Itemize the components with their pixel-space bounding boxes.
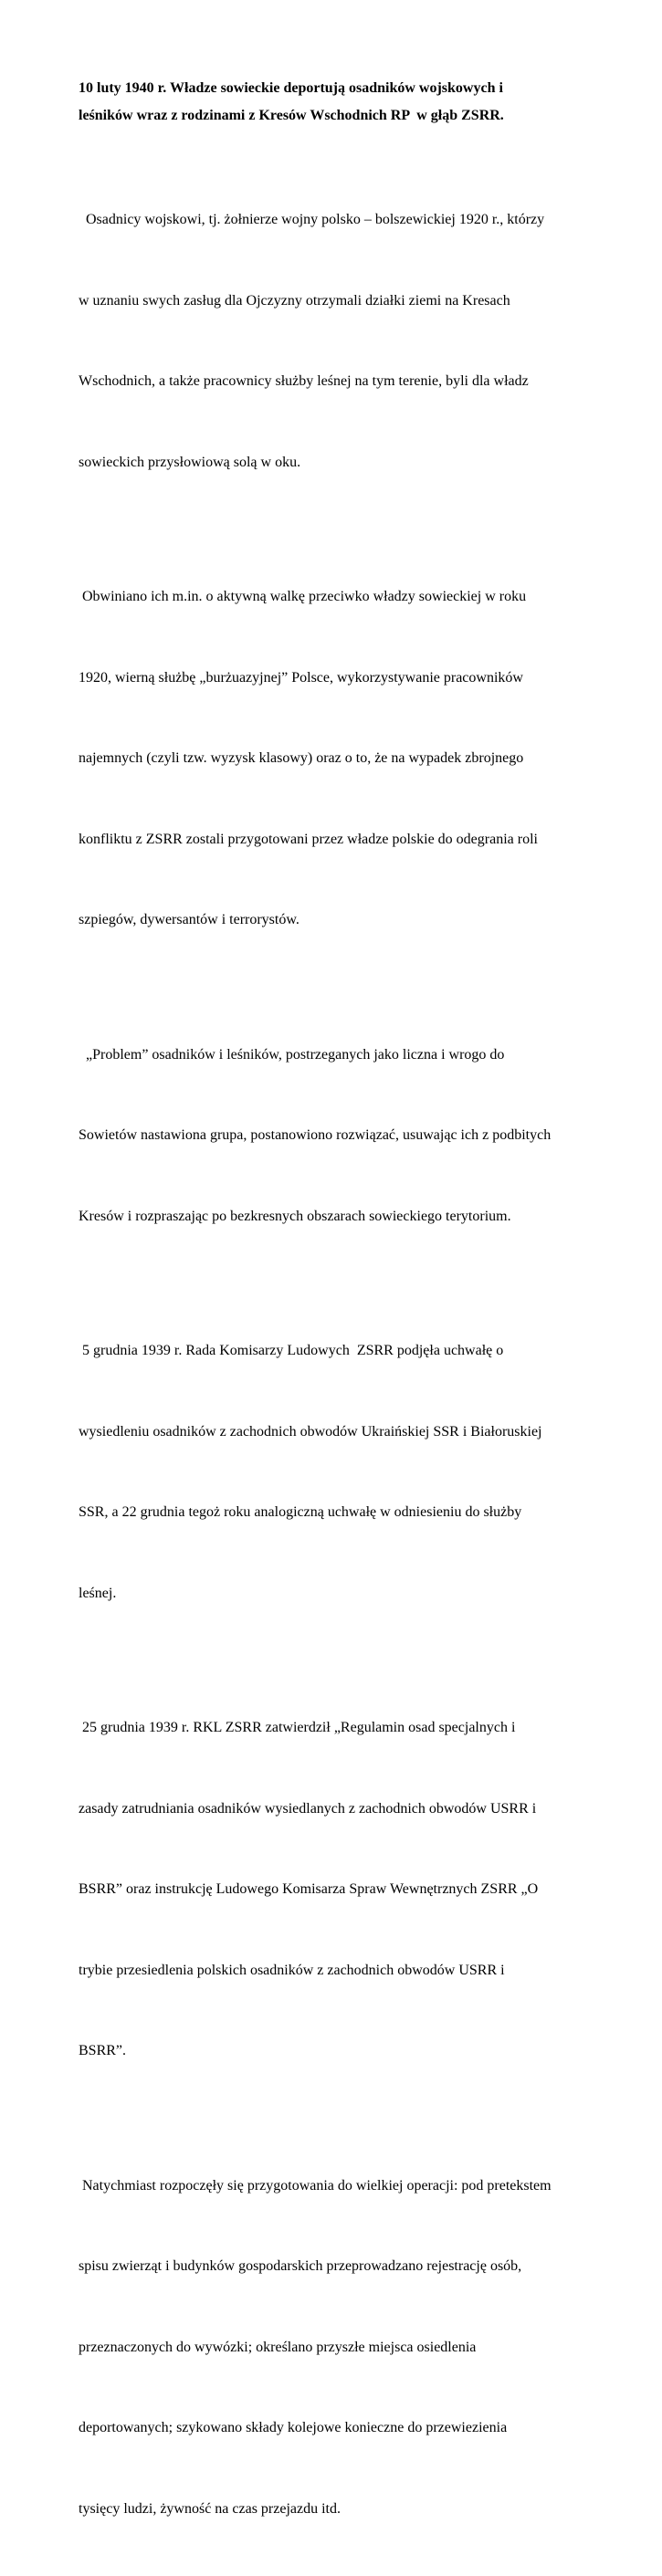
text-line: szpiegów, dywersantów i terrorystów. <box>79 906 590 934</box>
text-line: wysiedleniu osadników z zachodnich obwodów Ukraińskiej SSR i Białoruskiej <box>79 1419 590 1446</box>
title-line: leśników wraz z rodzinami z Kresów Wschodnich RP w głąb ZSRR. <box>79 102 590 130</box>
text-line: trybie przesiedlenia polskich osadników z zachodnich obwodów USRR i <box>79 1957 590 1984</box>
paragraph-problem <box>79 988 590 1284</box>
text-line: Sowietów nastawiona grupa, postanowiono rozwiązać, usuwając ich z podbitych <box>79 1122 590 1149</box>
document-title <box>79 75 590 129</box>
text-line: spisu zwierząt i budynków gospodarskich przeprowadzano rejestrację osób, <box>79 2253 590 2280</box>
text-line: Wschodnich, a także pracownicy służby leśnej na tym terenie, byli dla władz <box>79 368 590 395</box>
text-line: najemnych (czyli tzw. wyzysk klasowy) oraz o to, że na wypadek zbrojnego <box>79 745 590 772</box>
text-line: SSR, a 22 grudnia tegoż roku analogiczną uchwałę w odniesieniu do służby <box>79 1499 590 1526</box>
text-line: Osadnicy wojskowi, tj. żołnierze wojny polsko – bolszewickiej 1920 r., którzy <box>79 206 590 234</box>
text-line: zasady zatrudniania osadników wysiedlanych z zachodnich obwodów USRR i <box>79 1796 590 1823</box>
text-line: „Problem” osadników i leśników, postrzeganych jako liczna i wrogo do <box>79 1042 590 1069</box>
text-line: Kresów i rozpraszając po bezkresnych obszarach sowieckiego terytorium. <box>79 1203 590 1230</box>
paragraph-osadnicy <box>79 152 590 529</box>
text-line: tysięcy ludzi, żywność na czas przejazdu itd. <box>79 2496 590 2523</box>
text-line: 1920, wierną służbę „burżuazyjnej” Polsce, wykorzystywanie pracowników <box>79 665 590 692</box>
text-line: BSRR” oraz instrukcję Ludowego Komisarza Spraw Wewnętrznych ZSRR „O <box>79 1876 590 1903</box>
text-line: w uznaniu swych zasług dla Ojczyzny otrzymali działki ziemi na Kresach <box>79 288 590 315</box>
paragraph-obwiniano <box>79 529 590 988</box>
text-line: sowieckich przysłowiową solą w oku. <box>79 449 590 476</box>
text-line: leśnej. <box>79 1580 590 1607</box>
document-page <box>0 0 662 935</box>
text-line: konfliktu z ZSRR zostali przygotowani przez władze polskie do odegrania roli <box>79 826 590 853</box>
text-line: 25 grudnia 1939 r. RKL ZSRR zatwierdził „Regulamin osad specjalnych i <box>79 1714 590 1742</box>
paragraph-natychmiast <box>79 2119 590 2576</box>
document-body <box>79 75 590 2576</box>
title-line: 10 luty 1940 r. Władze sowieckie deportują osadników wojskowych i <box>79 75 590 102</box>
text-line: Natychmiast rozpoczęły się przygotowania do wielkiej operacji: pod pretekstem <box>79 2173 590 2200</box>
paragraph-25-grudnia <box>79 1660 590 2119</box>
paragraph-5-grudnia <box>79 1283 590 1660</box>
text-line: BSRR”. <box>79 2037 590 2065</box>
text-line: deportowanych; szykowano składy kolejowe konieczne do przewiezienia <box>79 2414 590 2442</box>
text-line: Obwiniano ich m.in. o aktywną walkę przeciwko władzy sowieckiej w roku <box>79 583 590 611</box>
text-line: 5 grudnia 1939 r. Rada Komisarzy Ludowych ZSRR podjęła uchwałę o <box>79 1337 590 1365</box>
text-line: przeznaczonych do wywózki; określano przyszłe miejsca osiedlenia <box>79 2334 590 2361</box>
